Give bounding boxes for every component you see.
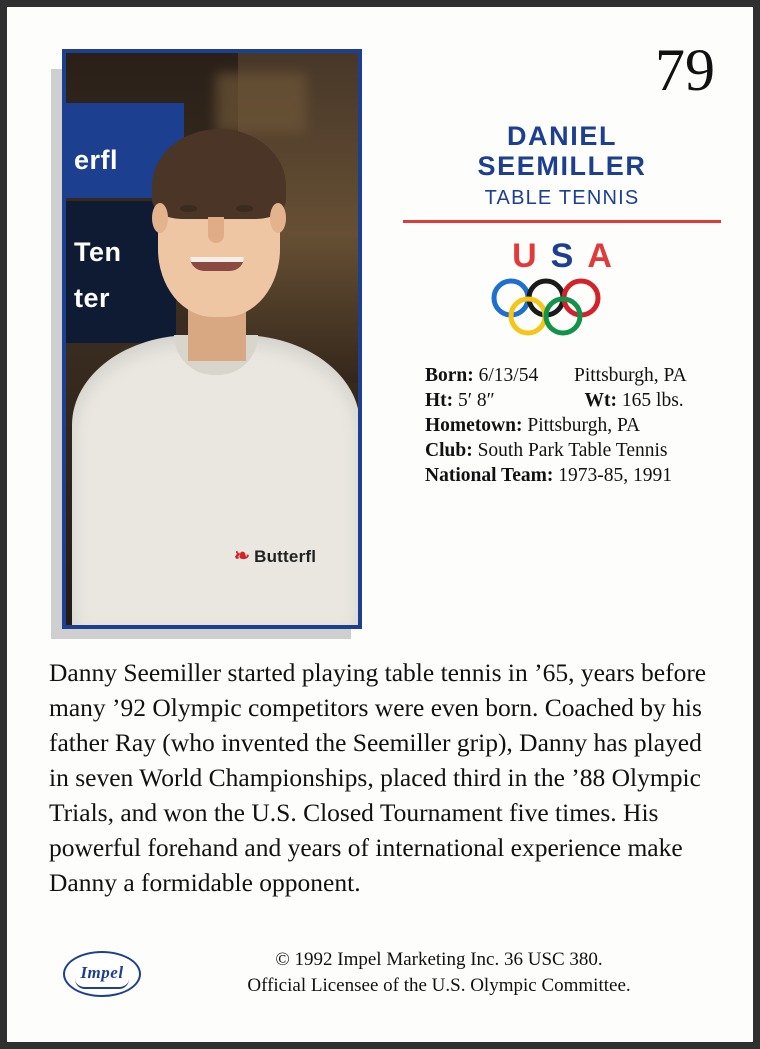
- bio-row-born: [425, 363, 727, 388]
- bio-label-club: Club:: [425, 440, 473, 461]
- bio-row-club: [425, 438, 727, 463]
- photo-nose: [208, 217, 224, 243]
- impel-logo-text: Impel: [80, 963, 124, 982]
- bio-label-hometown: Hometown:: [425, 415, 523, 436]
- bio-value-club: South Park Table Tennis: [477, 440, 668, 461]
- butterfly-icon: ❧: [234, 546, 251, 567]
- usa-letter-s: S: [550, 237, 588, 275]
- card-info-column: [397, 37, 727, 488]
- shirt-logo: [234, 545, 316, 568]
- bio-label-national-team: National Team:: [425, 465, 554, 486]
- bio-value-wt: 165 lbs.: [621, 390, 684, 411]
- bio-value-born-place: Pittsburgh, PA: [573, 365, 687, 386]
- bio-value-national-team: 1973-85, 1991: [558, 465, 673, 486]
- bio-label-wt: Wt:: [584, 390, 618, 411]
- bio-value-hometown: Pittsburgh, PA: [527, 415, 641, 436]
- player-photo: [62, 49, 362, 629]
- olympic-rings-icon: [397, 278, 727, 341]
- copyright-notice: [169, 947, 709, 999]
- bio-row-height-weight: [425, 388, 727, 413]
- bio-row-hometown: [425, 413, 727, 438]
- photo-blur-highlight-1: [216, 73, 306, 133]
- usa-letter-a: A: [587, 237, 626, 275]
- usa-olympic-block: [397, 237, 727, 341]
- impel-logo-swoosh: [75, 979, 129, 989]
- card-number: 79: [655, 37, 715, 103]
- bio-label-born: Born:: [425, 365, 474, 386]
- photo-banner-text-2: Ten: [74, 237, 122, 267]
- photo-banner-text-1: erfl: [74, 145, 119, 175]
- photo-eye-left: [180, 205, 197, 212]
- photo-shirt: [72, 335, 360, 625]
- usa-wordmark: [397, 237, 727, 276]
- copyright-line-2: Official Licensee of the U.S. Olympic Committee.: [247, 975, 631, 996]
- shirt-logo-text: Butterfl: [254, 547, 317, 566]
- bio-stats: [397, 363, 727, 488]
- bio-label-ht: Ht:: [425, 390, 454, 411]
- divider-red: [403, 220, 721, 223]
- usa-letter-u: U: [512, 237, 551, 275]
- player-last-name: SEEMILLER: [477, 151, 647, 181]
- photo-mouth: [190, 257, 244, 271]
- card-top-section: [7, 7, 753, 637]
- bio-value-born: 6/13/54: [478, 365, 539, 386]
- bio-row-national-team: [425, 463, 727, 488]
- photo-ear-right: [270, 203, 286, 233]
- card-footer: [49, 947, 721, 1027]
- photo-eyebrow-left: [177, 193, 199, 198]
- player-first-name: DANIEL: [506, 121, 618, 151]
- sport-label: TABLE TENNIS: [484, 187, 640, 209]
- photo-ear-left: [152, 203, 168, 233]
- impel-logo-icon: [63, 951, 141, 997]
- player-description: Danny Seemiller started playing table tennis in ’65, years before many ’92 Olympic competitors were even born. Coached by his father Ray (who invented the Seemiller grip), Danny has played in seven World Championships, placed third in the ’88 Olympic Trials, and won the U.S. Closed Tournament five times. His powerful forehand and years of international experience make Danny a formidable opponent.: [49, 658, 707, 897]
- copyright-line-1: © 1992 Impel Marketing Inc. 36 USC 380.: [275, 949, 603, 970]
- bio-value-ht: 5′ 8″: [458, 390, 495, 411]
- page-title: [397, 121, 727, 181]
- photo-eye-right: [236, 205, 253, 212]
- photo-eyebrow-right: [234, 193, 256, 198]
- photo-banner-text-3: ter: [74, 283, 111, 313]
